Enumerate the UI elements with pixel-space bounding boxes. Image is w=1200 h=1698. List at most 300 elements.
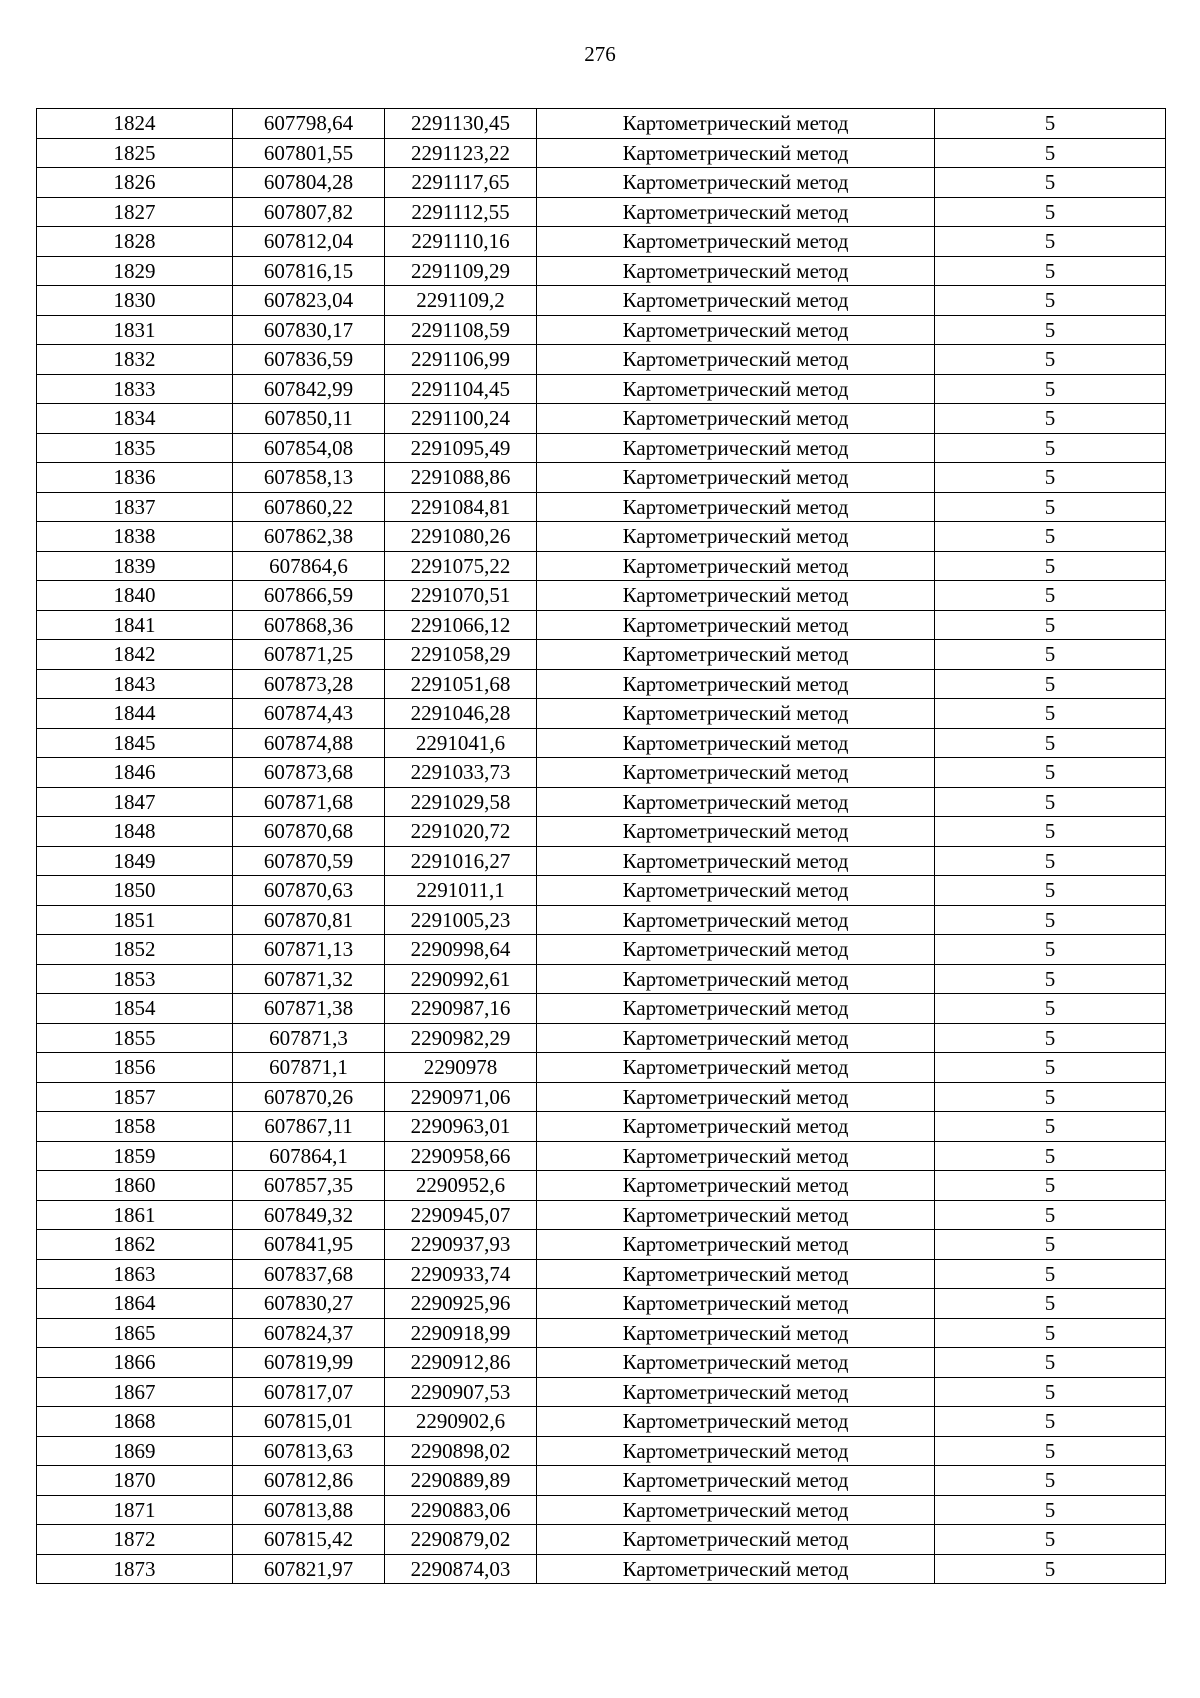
x-coordinate-cell: 607798,64	[233, 109, 385, 139]
x-coordinate-cell: 607858,13	[233, 463, 385, 493]
page-number: 276	[584, 42, 616, 66]
y-coordinate-cell: 2290925,96	[385, 1289, 537, 1319]
x-coordinate-cell: 607871,1	[233, 1053, 385, 1083]
accuracy-cell: 5	[935, 905, 1166, 935]
method-cell: Картометрический метод	[537, 433, 935, 463]
point-number-cell: 1837	[37, 492, 233, 522]
table-row	[37, 876, 1166, 906]
y-coordinate-cell: 2291130,45	[385, 109, 537, 139]
table-row	[37, 463, 1166, 493]
point-number-cell: 1854	[37, 994, 233, 1024]
x-coordinate-cell: 607873,28	[233, 669, 385, 699]
x-coordinate-cell: 607824,37	[233, 1318, 385, 1348]
point-number-cell: 1833	[37, 374, 233, 404]
method-cell: Картометрический метод	[537, 787, 935, 817]
x-coordinate-cell: 607854,08	[233, 433, 385, 463]
accuracy-cell: 5	[935, 728, 1166, 758]
method-cell: Картометрический метод	[537, 404, 935, 434]
method-cell: Картометрический метод	[537, 1436, 935, 1466]
method-cell: Картометрический метод	[537, 374, 935, 404]
accuracy-cell: 5	[935, 345, 1166, 375]
table-row	[37, 168, 1166, 198]
accuracy-cell: 5	[935, 1466, 1166, 1496]
x-coordinate-cell: 607870,26	[233, 1082, 385, 1112]
y-coordinate-cell: 2290952,6	[385, 1171, 537, 1201]
x-coordinate-cell: 607870,63	[233, 876, 385, 906]
y-coordinate-cell: 2290963,01	[385, 1112, 537, 1142]
point-number-cell: 1849	[37, 846, 233, 876]
point-number-cell: 1862	[37, 1230, 233, 1260]
table-row	[37, 758, 1166, 788]
accuracy-cell: 5	[935, 227, 1166, 257]
method-cell: Картометрический метод	[537, 846, 935, 876]
point-number-cell: 1845	[37, 728, 233, 758]
y-coordinate-cell: 2290945,07	[385, 1200, 537, 1230]
point-number-cell: 1832	[37, 345, 233, 375]
table-row	[37, 1141, 1166, 1171]
method-cell: Картометрический метод	[537, 1023, 935, 1053]
y-coordinate-cell: 2291041,6	[385, 728, 537, 758]
method-cell: Картометрический метод	[537, 876, 935, 906]
point-number-cell: 1835	[37, 433, 233, 463]
method-cell: Картометрический метод	[537, 1141, 935, 1171]
accuracy-cell: 5	[935, 404, 1166, 434]
point-number-cell: 1852	[37, 935, 233, 965]
y-coordinate-cell: 2291011,1	[385, 876, 537, 906]
y-coordinate-cell: 2291084,81	[385, 492, 537, 522]
table-row	[37, 640, 1166, 670]
accuracy-cell: 5	[935, 876, 1166, 906]
y-coordinate-cell: 2291109,2	[385, 286, 537, 316]
y-coordinate-cell: 2291117,65	[385, 168, 537, 198]
x-coordinate-cell: 607871,38	[233, 994, 385, 1024]
x-coordinate-cell: 607812,04	[233, 227, 385, 257]
y-coordinate-cell: 2290937,93	[385, 1230, 537, 1260]
x-coordinate-cell: 607864,1	[233, 1141, 385, 1171]
x-coordinate-cell: 607815,42	[233, 1525, 385, 1555]
y-coordinate-cell: 2291080,26	[385, 522, 537, 552]
point-number-cell: 1867	[37, 1377, 233, 1407]
accuracy-cell: 5	[935, 1318, 1166, 1348]
x-coordinate-cell: 607874,88	[233, 728, 385, 758]
table-row	[37, 1525, 1166, 1555]
method-cell: Картометрический метод	[537, 1466, 935, 1496]
x-coordinate-cell: 607868,36	[233, 610, 385, 640]
x-coordinate-cell: 607837,68	[233, 1259, 385, 1289]
accuracy-cell: 5	[935, 1259, 1166, 1289]
table-row	[37, 669, 1166, 699]
y-coordinate-cell: 2290992,61	[385, 964, 537, 994]
y-coordinate-cell: 2291058,29	[385, 640, 537, 670]
method-cell: Картометрический метод	[537, 758, 935, 788]
point-number-cell: 1842	[37, 640, 233, 670]
table-row	[37, 1377, 1166, 1407]
accuracy-cell: 5	[935, 1230, 1166, 1260]
table-row	[37, 905, 1166, 935]
accuracy-cell: 5	[935, 522, 1166, 552]
y-coordinate-cell: 2290874,03	[385, 1554, 537, 1584]
accuracy-cell: 5	[935, 1495, 1166, 1525]
point-number-cell: 1863	[37, 1259, 233, 1289]
method-cell: Картометрический метод	[537, 994, 935, 1024]
table-row	[37, 1053, 1166, 1083]
method-cell: Картометрический метод	[537, 1495, 935, 1525]
table-row	[37, 404, 1166, 434]
method-cell: Картометрический метод	[537, 227, 935, 257]
accuracy-cell: 5	[935, 758, 1166, 788]
method-cell: Картометрический метод	[537, 1230, 935, 1260]
method-cell: Картометрический метод	[537, 1377, 935, 1407]
method-cell: Картометрический метод	[537, 1554, 935, 1584]
accuracy-cell: 5	[935, 1141, 1166, 1171]
x-coordinate-cell: 607813,63	[233, 1436, 385, 1466]
method-cell: Картометрический метод	[537, 817, 935, 847]
x-coordinate-cell: 607871,3	[233, 1023, 385, 1053]
y-coordinate-cell: 2290907,53	[385, 1377, 537, 1407]
point-number-cell: 1827	[37, 197, 233, 227]
method-cell: Картометрический метод	[537, 699, 935, 729]
point-number-cell: 1829	[37, 256, 233, 286]
accuracy-cell: 5	[935, 581, 1166, 611]
table-row	[37, 1112, 1166, 1142]
method-cell: Картометрический метод	[537, 964, 935, 994]
accuracy-cell: 5	[935, 374, 1166, 404]
table-row	[37, 1466, 1166, 1496]
point-number-cell: 1834	[37, 404, 233, 434]
y-coordinate-cell: 2291046,28	[385, 699, 537, 729]
table-row	[37, 610, 1166, 640]
method-cell: Картометрический метод	[537, 669, 935, 699]
table-row	[37, 1436, 1166, 1466]
point-number-cell: 1864	[37, 1289, 233, 1319]
point-number-cell: 1858	[37, 1112, 233, 1142]
x-coordinate-cell: 607874,43	[233, 699, 385, 729]
point-number-cell: 1836	[37, 463, 233, 493]
x-coordinate-cell: 607813,88	[233, 1495, 385, 1525]
x-coordinate-cell: 607836,59	[233, 345, 385, 375]
x-coordinate-cell: 607819,99	[233, 1348, 385, 1378]
accuracy-cell: 5	[935, 1525, 1166, 1555]
accuracy-cell: 5	[935, 1023, 1166, 1053]
point-number-cell: 1844	[37, 699, 233, 729]
accuracy-cell: 5	[935, 610, 1166, 640]
y-coordinate-cell: 2291005,23	[385, 905, 537, 935]
method-cell: Картометрический метод	[537, 581, 935, 611]
y-coordinate-cell: 2291112,55	[385, 197, 537, 227]
x-coordinate-cell: 607830,17	[233, 315, 385, 345]
x-coordinate-cell: 607871,32	[233, 964, 385, 994]
y-coordinate-cell: 2290898,02	[385, 1436, 537, 1466]
x-coordinate-cell: 607862,38	[233, 522, 385, 552]
x-coordinate-cell: 607860,22	[233, 492, 385, 522]
x-coordinate-cell: 607807,82	[233, 197, 385, 227]
x-coordinate-cell: 607871,13	[233, 935, 385, 965]
x-coordinate-cell: 607870,68	[233, 817, 385, 847]
point-number-cell: 1857	[37, 1082, 233, 1112]
point-number-cell: 1856	[37, 1053, 233, 1083]
accuracy-cell: 5	[935, 286, 1166, 316]
table-row	[37, 433, 1166, 463]
accuracy-cell: 5	[935, 168, 1166, 198]
table-row	[37, 728, 1166, 758]
accuracy-cell: 5	[935, 1200, 1166, 1230]
table-row	[37, 492, 1166, 522]
method-cell: Картометрический метод	[537, 197, 935, 227]
method-cell: Картометрический метод	[537, 1053, 935, 1083]
y-coordinate-cell: 2290933,74	[385, 1259, 537, 1289]
method-cell: Картометрический метод	[537, 1318, 935, 1348]
y-coordinate-cell: 2290879,02	[385, 1525, 537, 1555]
x-coordinate-cell: 607864,6	[233, 551, 385, 581]
accuracy-cell: 5	[935, 433, 1166, 463]
point-number-cell: 1824	[37, 109, 233, 139]
y-coordinate-cell: 2290918,99	[385, 1318, 537, 1348]
table-row	[37, 935, 1166, 965]
table-row	[37, 1230, 1166, 1260]
table-row	[37, 197, 1166, 227]
table-row	[37, 286, 1166, 316]
coordinates-table-body	[37, 109, 1166, 1584]
accuracy-cell: 5	[935, 1053, 1166, 1083]
point-number-cell: 1861	[37, 1200, 233, 1230]
table-row	[37, 1023, 1166, 1053]
x-coordinate-cell: 607871,68	[233, 787, 385, 817]
x-coordinate-cell: 607817,07	[233, 1377, 385, 1407]
point-number-cell: 1873	[37, 1554, 233, 1584]
y-coordinate-cell: 2290982,29	[385, 1023, 537, 1053]
table-row	[37, 315, 1166, 345]
accuracy-cell: 5	[935, 197, 1166, 227]
method-cell: Картометрический метод	[537, 728, 935, 758]
y-coordinate-cell: 2291029,58	[385, 787, 537, 817]
point-number-cell: 1853	[37, 964, 233, 994]
point-number-cell: 1851	[37, 905, 233, 935]
accuracy-cell: 5	[935, 964, 1166, 994]
point-number-cell: 1855	[37, 1023, 233, 1053]
y-coordinate-cell: 2290902,6	[385, 1407, 537, 1437]
y-coordinate-cell: 2290958,66	[385, 1141, 537, 1171]
point-number-cell: 1868	[37, 1407, 233, 1437]
table-row	[37, 1171, 1166, 1201]
x-coordinate-cell: 607823,04	[233, 286, 385, 316]
table-row	[37, 1348, 1166, 1378]
table-row	[37, 1407, 1166, 1437]
accuracy-cell: 5	[935, 138, 1166, 168]
table-row	[37, 551, 1166, 581]
method-cell: Картометрический метод	[537, 522, 935, 552]
x-coordinate-cell: 607873,68	[233, 758, 385, 788]
y-coordinate-cell: 2290987,16	[385, 994, 537, 1024]
method-cell: Картометрический метод	[537, 168, 935, 198]
method-cell: Картометрический метод	[537, 315, 935, 345]
method-cell: Картометрический метод	[537, 109, 935, 139]
method-cell: Картометрический метод	[537, 1082, 935, 1112]
y-coordinate-cell: 2290998,64	[385, 935, 537, 965]
y-coordinate-cell: 2291066,12	[385, 610, 537, 640]
method-cell: Картометрический метод	[537, 345, 935, 375]
x-coordinate-cell: 607871,25	[233, 640, 385, 670]
y-coordinate-cell: 2291088,86	[385, 463, 537, 493]
accuracy-cell: 5	[935, 1171, 1166, 1201]
accuracy-cell: 5	[935, 315, 1166, 345]
point-number-cell: 1838	[37, 522, 233, 552]
table-row	[37, 1259, 1166, 1289]
table-row	[37, 1495, 1166, 1525]
method-cell: Картометрический метод	[537, 256, 935, 286]
x-coordinate-cell: 607849,32	[233, 1200, 385, 1230]
x-coordinate-cell: 607870,59	[233, 846, 385, 876]
table-row	[37, 227, 1166, 257]
point-number-cell: 1825	[37, 138, 233, 168]
table-row	[37, 846, 1166, 876]
point-number-cell: 1830	[37, 286, 233, 316]
table-row	[37, 1289, 1166, 1319]
y-coordinate-cell: 2291016,27	[385, 846, 537, 876]
point-number-cell: 1860	[37, 1171, 233, 1201]
point-number-cell: 1850	[37, 876, 233, 906]
x-coordinate-cell: 607870,81	[233, 905, 385, 935]
x-coordinate-cell: 607821,97	[233, 1554, 385, 1584]
table-row	[37, 256, 1166, 286]
point-number-cell: 1866	[37, 1348, 233, 1378]
y-coordinate-cell: 2290912,86	[385, 1348, 537, 1378]
method-cell: Картометрический метод	[537, 1200, 935, 1230]
method-cell: Картометрический метод	[537, 1171, 935, 1201]
method-cell: Картометрический метод	[537, 905, 935, 935]
table-row	[37, 345, 1166, 375]
table-row	[37, 964, 1166, 994]
point-number-cell: 1870	[37, 1466, 233, 1496]
accuracy-cell: 5	[935, 1377, 1166, 1407]
method-cell: Картометрический метод	[537, 286, 935, 316]
y-coordinate-cell: 2291051,68	[385, 669, 537, 699]
accuracy-cell: 5	[935, 256, 1166, 286]
accuracy-cell: 5	[935, 1112, 1166, 1142]
table-row	[37, 581, 1166, 611]
table-row	[37, 787, 1166, 817]
accuracy-cell: 5	[935, 640, 1166, 670]
y-coordinate-cell: 2291104,45	[385, 374, 537, 404]
method-cell: Картометрический метод	[537, 1289, 935, 1319]
y-coordinate-cell: 2291070,51	[385, 581, 537, 611]
table-row	[37, 374, 1166, 404]
x-coordinate-cell: 607850,11	[233, 404, 385, 434]
method-cell: Картометрический метод	[537, 138, 935, 168]
accuracy-cell: 5	[935, 787, 1166, 817]
x-coordinate-cell: 607830,27	[233, 1289, 385, 1319]
x-coordinate-cell: 607867,11	[233, 1112, 385, 1142]
y-coordinate-cell: 2291109,29	[385, 256, 537, 286]
method-cell: Картометрический метод	[537, 1525, 935, 1555]
method-cell: Картометрический метод	[537, 640, 935, 670]
x-coordinate-cell: 607841,95	[233, 1230, 385, 1260]
method-cell: Картометрический метод	[537, 935, 935, 965]
table-row	[37, 522, 1166, 552]
y-coordinate-cell: 2290883,06	[385, 1495, 537, 1525]
point-number-cell: 1872	[37, 1525, 233, 1555]
method-cell: Картометрический метод	[537, 1348, 935, 1378]
point-number-cell: 1871	[37, 1495, 233, 1525]
accuracy-cell: 5	[935, 1436, 1166, 1466]
method-cell: Картометрический метод	[537, 1259, 935, 1289]
y-coordinate-cell: 2291106,99	[385, 345, 537, 375]
accuracy-cell: 5	[935, 699, 1166, 729]
x-coordinate-cell: 607816,15	[233, 256, 385, 286]
coordinates-table	[36, 108, 1166, 1584]
method-cell: Картометрический метод	[537, 492, 935, 522]
accuracy-cell: 5	[935, 109, 1166, 139]
accuracy-cell: 5	[935, 1082, 1166, 1112]
x-coordinate-cell: 607842,99	[233, 374, 385, 404]
point-number-cell: 1841	[37, 610, 233, 640]
y-coordinate-cell: 2290889,89	[385, 1466, 537, 1496]
table-row	[37, 138, 1166, 168]
point-number-cell: 1847	[37, 787, 233, 817]
method-cell: Картометрический метод	[537, 610, 935, 640]
point-number-cell: 1859	[37, 1141, 233, 1171]
method-cell: Картометрический метод	[537, 463, 935, 493]
accuracy-cell: 5	[935, 463, 1166, 493]
point-number-cell: 1865	[37, 1318, 233, 1348]
accuracy-cell: 5	[935, 492, 1166, 522]
table-row	[37, 109, 1166, 139]
table-row	[37, 994, 1166, 1024]
accuracy-cell: 5	[935, 1407, 1166, 1437]
x-coordinate-cell: 607804,28	[233, 168, 385, 198]
table-row	[37, 1200, 1166, 1230]
x-coordinate-cell: 607815,01	[233, 1407, 385, 1437]
point-number-cell: 1846	[37, 758, 233, 788]
accuracy-cell: 5	[935, 1289, 1166, 1319]
table-row	[37, 699, 1166, 729]
x-coordinate-cell: 607812,86	[233, 1466, 385, 1496]
accuracy-cell: 5	[935, 551, 1166, 581]
table-row	[37, 817, 1166, 847]
table-row	[37, 1082, 1166, 1112]
y-coordinate-cell: 2290978	[385, 1053, 537, 1083]
point-number-cell: 1828	[37, 227, 233, 257]
point-number-cell: 1848	[37, 817, 233, 847]
y-coordinate-cell: 2291110,16	[385, 227, 537, 257]
point-number-cell: 1869	[37, 1436, 233, 1466]
accuracy-cell: 5	[935, 817, 1166, 847]
y-coordinate-cell: 2291095,49	[385, 433, 537, 463]
accuracy-cell: 5	[935, 935, 1166, 965]
point-number-cell: 1839	[37, 551, 233, 581]
table-row	[37, 1318, 1166, 1348]
x-coordinate-cell: 607801,55	[233, 138, 385, 168]
method-cell: Картометрический метод	[537, 551, 935, 581]
point-number-cell: 1831	[37, 315, 233, 345]
x-coordinate-cell: 607866,59	[233, 581, 385, 611]
accuracy-cell: 5	[935, 994, 1166, 1024]
y-coordinate-cell: 2290971,06	[385, 1082, 537, 1112]
point-number-cell: 1826	[37, 168, 233, 198]
accuracy-cell: 5	[935, 846, 1166, 876]
point-number-cell: 1843	[37, 669, 233, 699]
accuracy-cell: 5	[935, 1554, 1166, 1584]
table-row	[37, 1554, 1166, 1584]
accuracy-cell: 5	[935, 1348, 1166, 1378]
y-coordinate-cell: 2291108,59	[385, 315, 537, 345]
y-coordinate-cell: 2291100,24	[385, 404, 537, 434]
method-cell: Картометрический метод	[537, 1407, 935, 1437]
y-coordinate-cell: 2291020,72	[385, 817, 537, 847]
method-cell: Картометрический метод	[537, 1112, 935, 1142]
y-coordinate-cell: 2291123,22	[385, 138, 537, 168]
y-coordinate-cell: 2291033,73	[385, 758, 537, 788]
accuracy-cell: 5	[935, 669, 1166, 699]
